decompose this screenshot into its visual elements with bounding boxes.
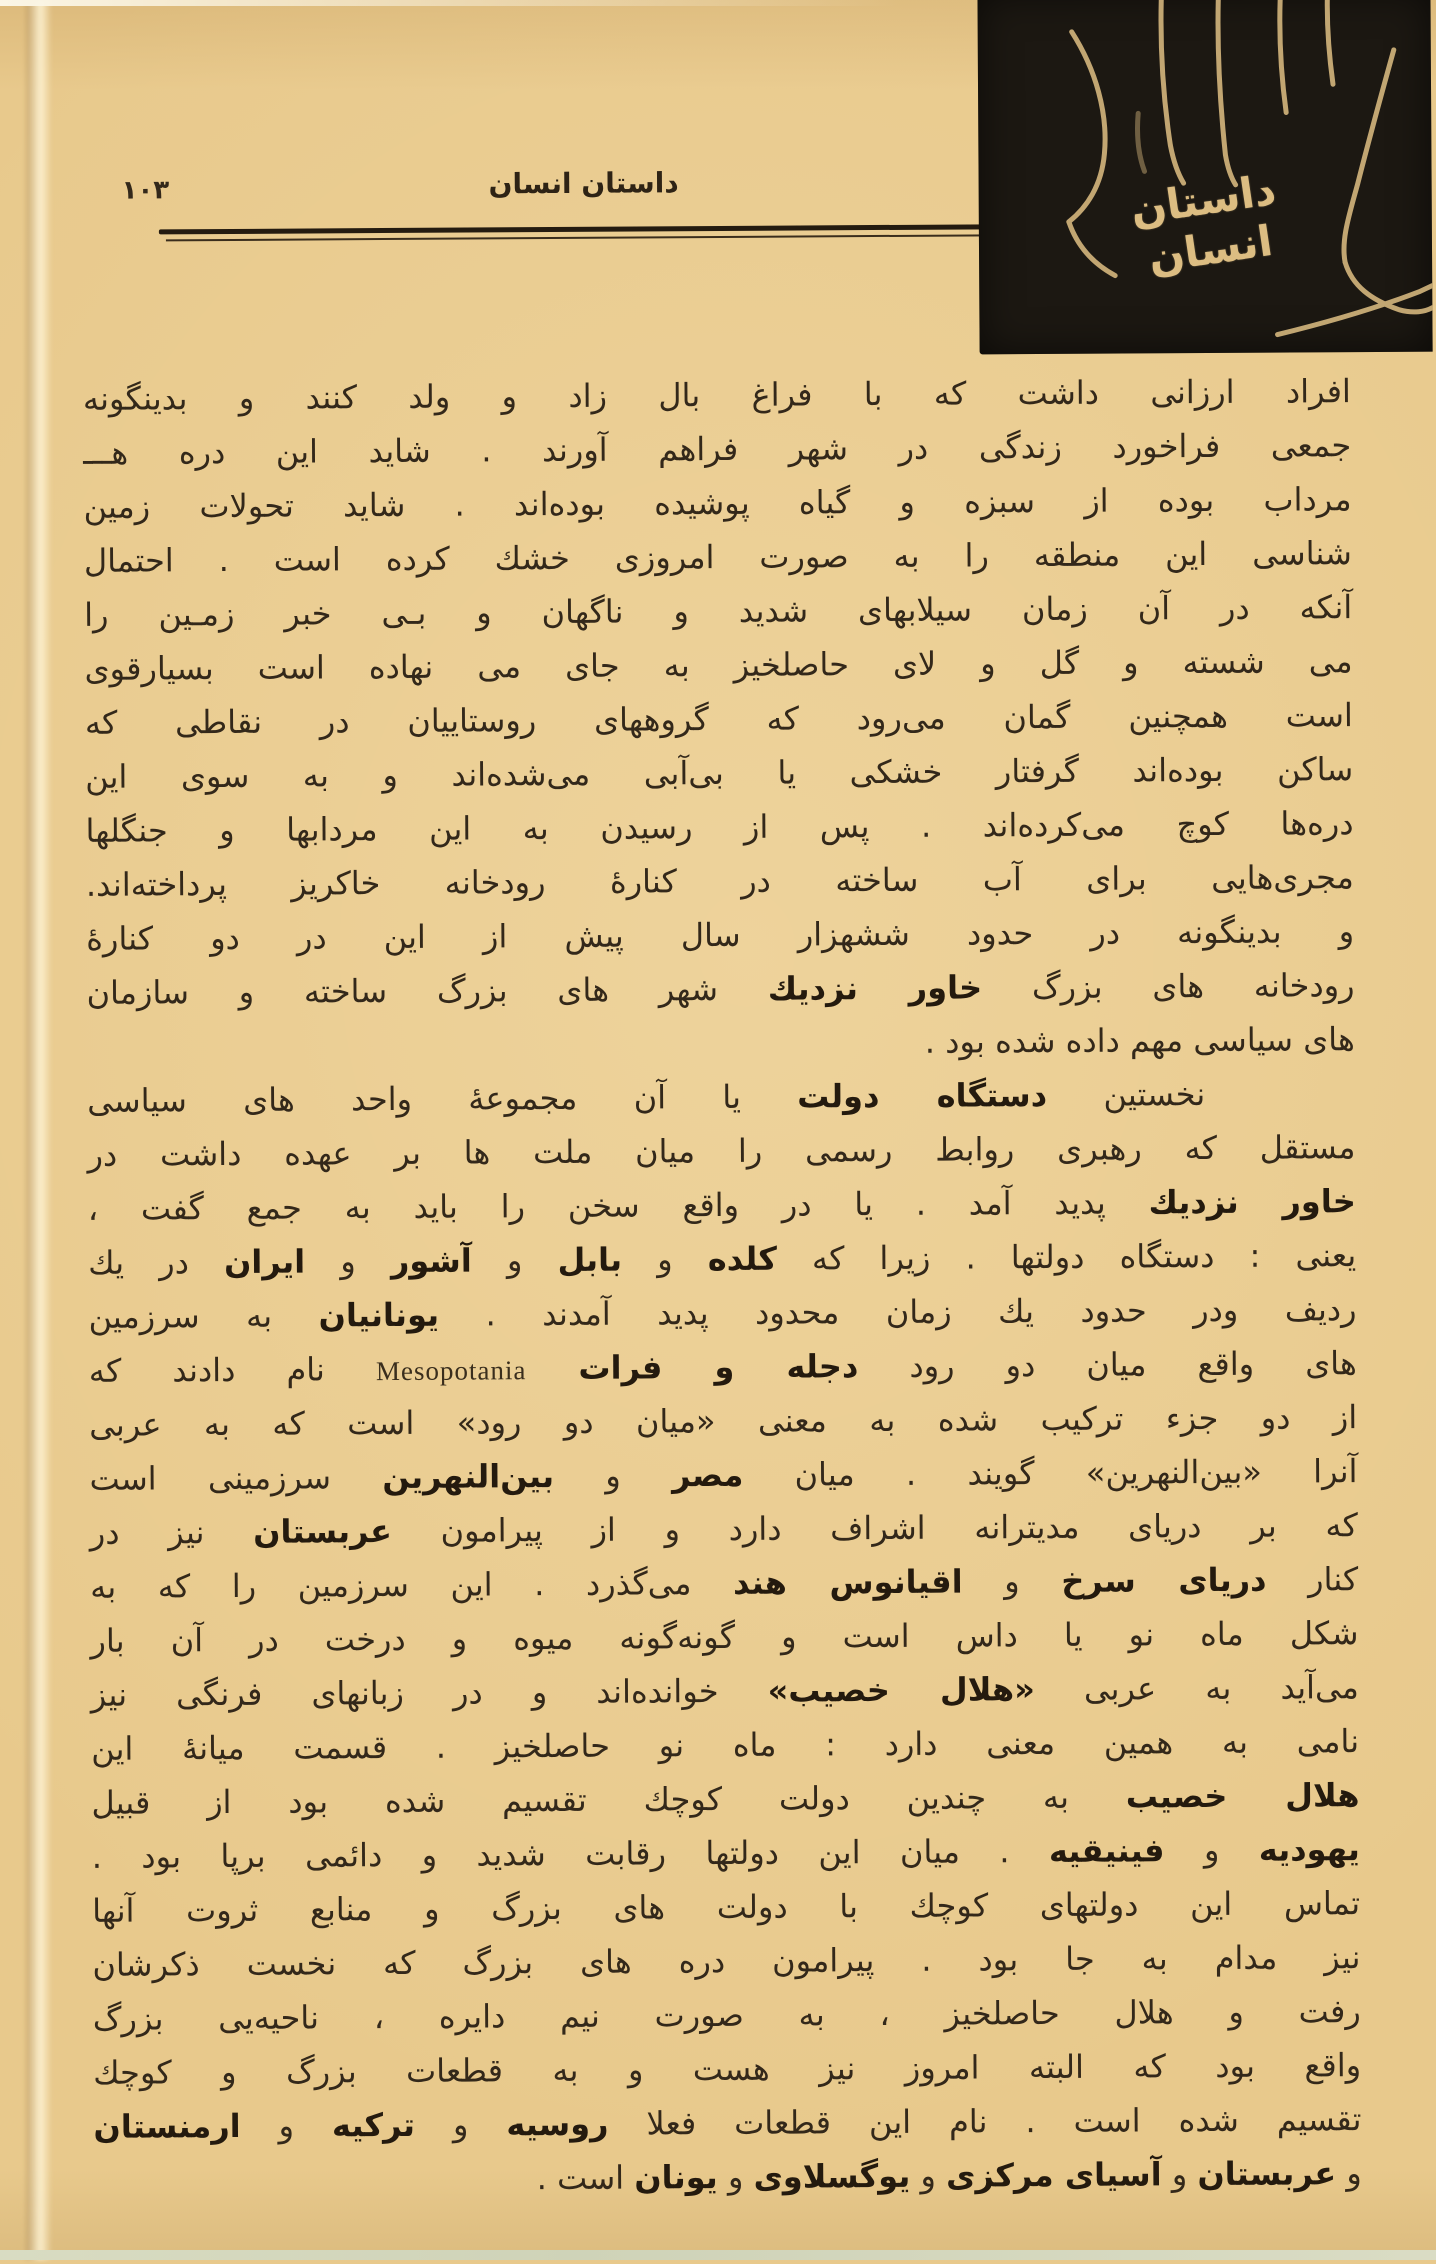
text-segment: که بر دریای مدیترانه اشراف دارد و از پیرامون	[391, 1506, 1358, 1551]
text-line	[83, 364, 1351, 426]
bold-term: بین‌النهرین	[382, 1457, 555, 1497]
text-line	[91, 1768, 1359, 1830]
text-line	[89, 1336, 1357, 1398]
text-line	[89, 1390, 1357, 1452]
text-line	[88, 1174, 1356, 1236]
text-segment: تماس این دولتهای کوچك با دولت های بزرگ و منابع ثروت آنها	[92, 1884, 1361, 1930]
text-line	[83, 418, 1351, 480]
bold-term: یوگسلاوی	[753, 2156, 911, 2196]
text-segment: و	[910, 2156, 947, 2195]
page-number: ۱۰۳	[121, 175, 170, 206]
masthead-title-line1: داستان	[1127, 164, 1279, 235]
text-segment: سرزمینی است	[89, 1458, 383, 1498]
text-line	[85, 742, 1353, 804]
text-segment: است .	[536, 2158, 635, 2198]
text-line	[87, 1066, 1355, 1128]
text-segment: به چندین دولت کوچك تقسیم شده بود از قبیل	[91, 1777, 1126, 1822]
text-segment: و	[1164, 1830, 1259, 1870]
text-segment: می شسته و گل و لای حاصلخیز به جای می نهاده است بسیارقوی	[84, 642, 1353, 688]
text-line	[88, 1282, 1356, 1344]
bold-term: هلال خصیب	[1125, 1776, 1360, 1816]
text-line	[90, 1498, 1358, 1560]
text-line	[86, 850, 1354, 912]
text-segment: و	[240, 2106, 333, 2145]
bold-term: عربستان	[1197, 2154, 1337, 2194]
text-line	[93, 2038, 1361, 2100]
text-line	[85, 688, 1353, 750]
text-segment: به سرزمین	[88, 1296, 319, 1336]
text-segment: رودخانه های بزرگ	[981, 966, 1355, 1007]
text-segment: نخستین	[1047, 1075, 1206, 1114]
text-line	[93, 2092, 1361, 2154]
text-line	[91, 1660, 1359, 1722]
text-segment: شکل ماه نو یا داس است و گونه‌گونه میوه و درخت در آن بار	[90, 1614, 1359, 1660]
bold-term: کلده	[707, 1239, 777, 1279]
header-rule-thin	[166, 234, 1012, 241]
text-segment: یعنی : دستگاه دولتها . زیرا که	[776, 1236, 1357, 1278]
text-segment: کنار	[1266, 1560, 1359, 1599]
text-segment: در یك	[88, 1243, 225, 1282]
text-segment: ساکن بوده‌اند گرفتار خشکی یا بی‌آبی می‌شده‌اند و به سوی این	[85, 750, 1354, 796]
bold-term: عربستان	[253, 1512, 392, 1551]
text-line	[92, 1876, 1360, 1938]
text-segment: واقع بود که البته امروز نیز هست و به قطعات بزرگ و کوچك	[93, 2046, 1362, 2092]
header-rule-thick	[159, 224, 1011, 234]
text-segment: شهر های بزرگ ساخته و سازمان	[86, 969, 768, 1012]
article-text	[83, 364, 1362, 2208]
text-segment: های سیاسی مهم داده شده بود .	[924, 1020, 1355, 1061]
text-segment: جمعی فراخورد زندگی در شهر فراهم آورند . شاید این دره هـــ	[83, 426, 1352, 472]
text-segment: می‌گذرد . این سرزمین را که به	[90, 1563, 734, 1606]
text-segment: تقسیم شده است . نام این قطعات فعلا	[608, 2100, 1362, 2143]
text-line	[92, 1930, 1360, 1992]
text-segment: مجری‌هایی برای آب ساخته در کنارۀ رودخانه خاکریز پرداخته‌اند.	[85, 858, 1354, 904]
text-segment: و بدینگونه در حدود ششهزار سال پیش از این در دو کنارۀ	[86, 912, 1355, 958]
bold-term: «هلال خصیب»	[767, 1670, 1035, 1710]
text-segment: رفت و هلال حاصلخیز ، به صورت نیم دایره ، ناحیه‌یی بزرگ	[92, 1992, 1361, 2038]
text-line	[84, 580, 1352, 642]
text-line	[87, 1120, 1355, 1182]
bold-term: ترکیه	[331, 2105, 416, 2145]
text-segment: و	[1161, 2155, 1198, 2194]
text-line	[87, 1012, 1355, 1074]
text-line	[85, 796, 1353, 858]
text-segment: و	[553, 1456, 673, 1496]
text-line	[88, 1228, 1356, 1290]
text-line	[84, 526, 1352, 588]
text-segment: پدید آمد . یا در واقع سخن را باید به جمع گفت ،	[87, 1183, 1149, 1228]
text-segment: است همچنین گمان می‌رود که گروههای روستاییان در نقاطی که	[84, 696, 1353, 742]
scanner-bottom-strip	[0, 2250, 1436, 2260]
text-segment: نیز در	[89, 1512, 254, 1552]
bold-term: بابل	[557, 1240, 623, 1279]
text-line	[90, 1552, 1358, 1614]
text-segment: یا آن مجموعۀ واحد های سیاسی	[87, 1077, 798, 1120]
text-line	[94, 2146, 1362, 2208]
text-segment: ردیف ودر حدود یك زمان محدود پدید آمدند .	[438, 1290, 1357, 1334]
text-segment: و	[621, 1240, 708, 1279]
text-segment: می‌آید به عربی	[1034, 1668, 1359, 1709]
text-segment: های واقع میان دو رود	[858, 1344, 1357, 1386]
text-segment: مستقل که رهبری روابط رسمی را میان ملت ها بر عهده داشت در	[87, 1128, 1356, 1174]
text-segment: و	[414, 2105, 507, 2144]
text-segment: نیز مدام به جا بود . پیرامون دره های بزرگ که نخست ذکرشان	[92, 1938, 1361, 1984]
bold-term: ارمنستان	[93, 2106, 241, 2146]
text-segment: نام دادند که	[88, 1350, 377, 1390]
text-segment: و	[471, 1240, 558, 1280]
text-segment: از دو جزء ترکیب شده به معنی «میان دو رود» است که به عربی	[89, 1398, 1358, 1444]
text-line	[86, 958, 1354, 1020]
masthead-title-line2: انسان	[1145, 215, 1276, 283]
text-segment: مرداب بوده از سبزه و گیاه پوشیده بوده‌اند . شاید تحولات زمین	[83, 480, 1352, 526]
bold-term: خاور نزدیك	[1148, 1182, 1356, 1222]
text-segment: و	[717, 2157, 754, 2197]
bold-term: آشور	[390, 1241, 472, 1281]
masthead-plate	[977, 0, 1432, 354]
text-segment: و	[962, 1561, 1062, 1601]
latin-term: Mesopotania	[375, 1355, 527, 1387]
text-segment: . میان این دولتها رقابت شدید و دائمی برپا بود .	[91, 1831, 1050, 1876]
text-segment: افراد ارزانی داشت که با فراغ بال زاد و ولد کنند و بدینگونه	[82, 372, 1351, 418]
bold-term: ایران	[223, 1242, 306, 1282]
bold-term: روسیه	[506, 2104, 609, 2144]
text-segment: و	[1336, 2154, 1362, 2193]
bold-term: خاور نزدیك	[767, 968, 983, 1008]
bold-term: یونانیان	[318, 1295, 440, 1335]
text-segment: آنرا «بین‌النهرین» گویند . میان	[743, 1452, 1358, 1494]
text-segment: آنکه در آن زمان سیلابهای شدید و ناگهان و بـی خبر زمـین را	[84, 588, 1353, 634]
text-line	[86, 904, 1354, 966]
text-line	[84, 634, 1352, 696]
text-line	[83, 472, 1351, 534]
text-segment: و	[305, 1242, 391, 1281]
bold-term: دستگاه دولت	[797, 1075, 1048, 1116]
bold-term: دریای سرخ	[1061, 1560, 1267, 1600]
bold-term: یونان	[634, 2158, 718, 2197]
running-header-title: داستان انسان	[488, 166, 679, 201]
bold-term: فینیقیه	[1048, 1831, 1165, 1870]
text-line	[89, 1444, 1357, 1506]
text-segment: نامی به همین معنی دارد : ماه نو حاصلخیز . قسمت میانۀ این	[91, 1722, 1360, 1768]
text-line	[90, 1606, 1358, 1668]
bold-term: مصر	[671, 1455, 744, 1495]
text-line	[91, 1714, 1359, 1776]
bold-term: اقیانوس هند	[732, 1562, 963, 1602]
bold-term: آسیای مرکزی	[945, 2155, 1162, 2195]
text-segment: شناسی این منطقه را به صورت امروزی خشك كرده است . احتمال	[83, 534, 1352, 580]
bold-term: یهودیه	[1258, 1830, 1360, 1869]
text-segment: خوانده‌اند و در زبانهای فرنگی نیز	[90, 1671, 768, 1714]
text-segment: دره‌ها کوچ می‌کرده‌اند . پس از رسیدن به این مردابها و جنگلها	[85, 804, 1354, 850]
text-line	[93, 1984, 1361, 2046]
bold-term: دجله و فرات	[526, 1347, 859, 1388]
text-line	[92, 1822, 1360, 1884]
